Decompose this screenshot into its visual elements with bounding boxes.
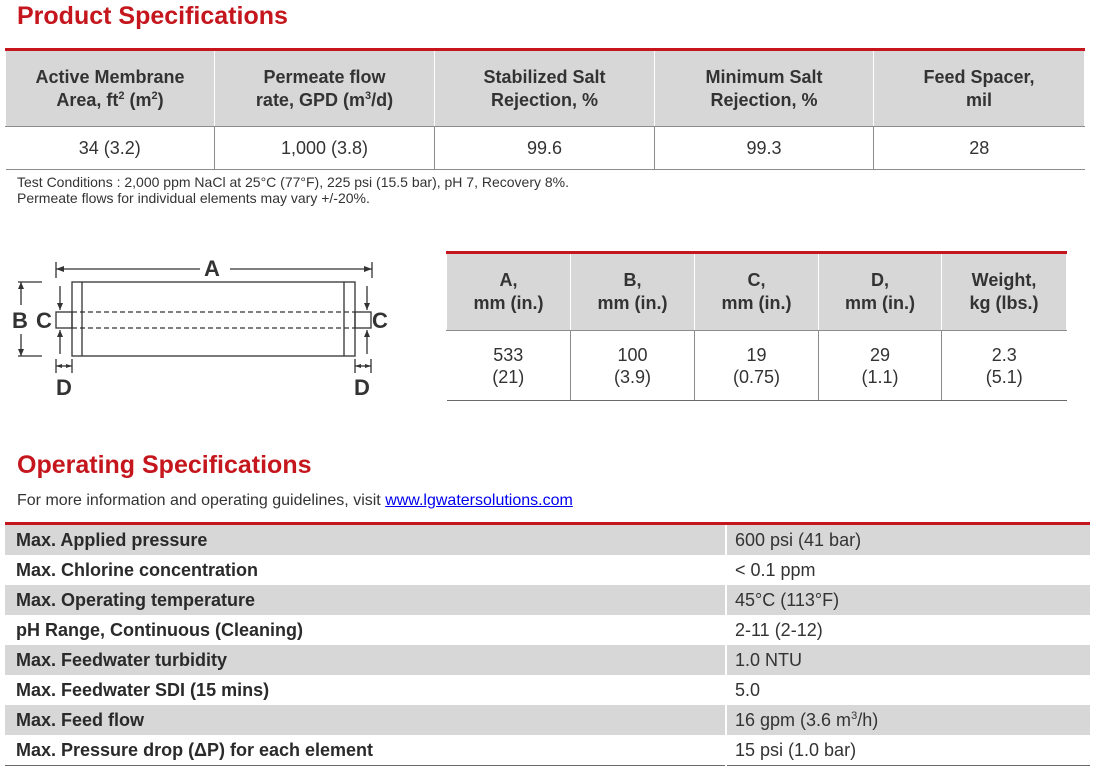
c-left-arrowhead-bottom [57, 330, 63, 337]
header-active-membrane-area: Active Membrane Area, $ft^2$ $(m^2)$ [6, 50, 215, 127]
test-conditions-note: Test Conditions : 2,000 ppm NaCl at 25°C (77°F), 225 psi (15.5 bar), pH 7, Recovery 8%. [17, 174, 570, 190]
value-stabilized-salt-rejection: 99.6 [435, 127, 655, 170]
param-max-applied-pressure: Max. Applied pressure [5, 524, 726, 556]
permeate-variance-note: Permeate flows for individual elements may vary +/-20%. [17, 190, 370, 206]
header-weight: Weight, kg (lbs.) [942, 253, 1067, 331]
d-left-arrowhead-a [56, 364, 62, 368]
b-arrowhead-bottom [18, 349, 24, 356]
value-dimension-b: 100 (3.9) [571, 331, 695, 401]
param-max-feedwater-turbidity: Max. Feedwater turbidity [5, 645, 726, 675]
label-c-left: C [36, 308, 52, 333]
product-specifications-table [5, 48, 1085, 170]
operating-intro [17, 492, 573, 510]
label-d-right: D [354, 375, 370, 400]
operating-row [5, 555, 1090, 585]
d-left-arrowhead-b [66, 364, 72, 368]
value-ph-range: 2-11 (2-12) [726, 615, 1090, 645]
operating-intro-text: For more information and operating guidelines, visit [17, 492, 386, 509]
left-permeate-tube [56, 312, 72, 328]
value-feed-spacer: 28 [874, 127, 1085, 170]
value-dimension-c: 19 (0.75) [695, 331, 819, 401]
value-max-feedwater-sdi: 5.0 [726, 675, 1090, 705]
element-body [72, 282, 355, 356]
operating-row [5, 675, 1090, 705]
value-max-operating-temperature: 45°C (113°F) [726, 585, 1090, 615]
header-dimension-a: A, mm (in.) [447, 253, 571, 331]
operating-row [5, 705, 1090, 735]
value-max-feedwater-turbidity: 1.0 NTU [726, 645, 1090, 675]
right-permeate-tube [355, 312, 371, 328]
value-active-membrane-area: 34 (3.2) [6, 127, 215, 170]
operating-row [5, 645, 1090, 675]
value-dimension-d: 29 (1.1) [819, 331, 942, 401]
operating-row [5, 524, 1090, 556]
header-minimum-salt-rejection: Minimum Salt Rejection, % [655, 50, 874, 127]
value-max-feed-flow: 16 gpm (3.6 $m^3/h$) [726, 705, 1090, 735]
label-a: A [204, 256, 220, 281]
operating-row [5, 615, 1090, 645]
c-right-arrowhead-top [364, 303, 370, 310]
header-dimension-d: D, mm (in.) [819, 253, 942, 331]
operating-specifications-title: Operating Specifications [17, 451, 312, 479]
header-dimension-c: C, mm (in.) [695, 253, 819, 331]
d-right-arrowhead-a [355, 364, 361, 368]
param-max-operating-temperature: Max. Operating temperature [5, 585, 726, 615]
c-right-arrowhead-bottom [364, 330, 370, 337]
label-c-right: C [372, 308, 388, 333]
param-max-chlorine-concentration: Max. Chlorine concentration [16, 559, 259, 580]
value-max-chlorine-concentration: < 0.1 ppm [726, 555, 1090, 585]
header-stabilized-salt-rejection: Stabilized Salt Rejection, % [435, 50, 655, 127]
product-header-row [6, 50, 1085, 127]
a-arrowhead-right [364, 266, 372, 272]
dimensions-header-row [447, 253, 1067, 331]
product-value-row [6, 127, 1085, 170]
lgwatersolutions-link[interactable]: www.lgwatersolutions.com [385, 492, 573, 509]
element-dimension-diagram [8, 256, 408, 401]
param-max-feed-flow: Max. Feed flow [5, 705, 726, 735]
value-permeate-flow-rate: 1,000 (3.8) [215, 127, 435, 170]
value-weight: 2.3 (5.1) [942, 331, 1067, 401]
b-arrowhead-top [18, 282, 24, 289]
value-max-applied-pressure: 600 psi (41 bar) [726, 524, 1090, 556]
a-arrowhead-left [56, 266, 64, 272]
dimensions-table [446, 251, 1067, 401]
param-max-feedwater-sdi: Max. Feedwater SDI (15 mins) [16, 679, 270, 700]
operating-row [5, 585, 1090, 615]
c-left-arrowhead-top [57, 303, 63, 310]
header-feed-spacer: Feed Spacer, mil [874, 50, 1085, 127]
d-right-arrowhead-b [365, 364, 371, 368]
product-specifications-title: Product Specifications [17, 2, 288, 30]
param-ph-range: pH Range, Continuous (Cleaning) [16, 619, 303, 640]
operating-row [5, 735, 1090, 766]
header-permeate-flow-rate: Permeate flow rate, GPD $(m^3/d)$ [215, 50, 435, 127]
label-d-left: D [56, 375, 72, 400]
dimensions-value-row [447, 331, 1067, 401]
value-dimension-a: 533 (21) [447, 331, 571, 401]
param-max-pressure-drop: Max. Pressure drop (ΔP) for each element [5, 735, 726, 766]
value-minimum-salt-rejection: 99.3 [655, 127, 874, 170]
label-b: B [12, 308, 28, 333]
operating-specifications-table [5, 522, 1090, 766]
value-max-pressure-drop: 15 psi (1.0 bar) [726, 735, 1090, 766]
header-dimension-b: B, mm (in.) [571, 253, 695, 331]
